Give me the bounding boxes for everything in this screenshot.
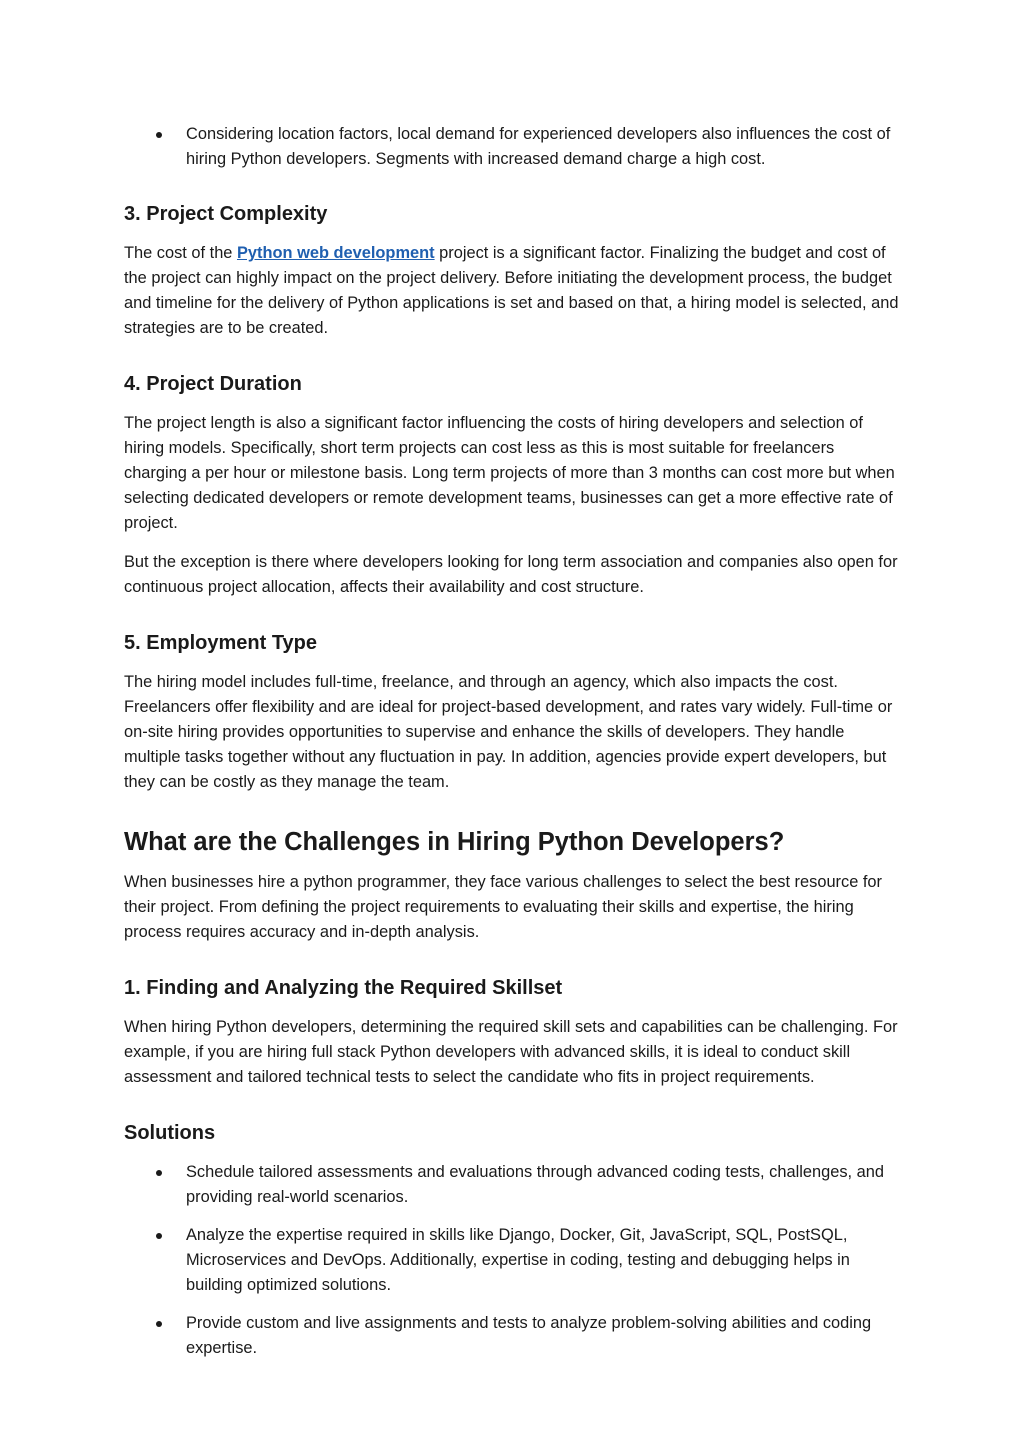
- solutions-list: [124, 1160, 899, 1361]
- paragraph-text: The cost of the: [124, 244, 237, 262]
- list-item: Provide custom and live assignments and tests to analyze problem-solving abilities and coding expertise.: [124, 1311, 899, 1361]
- paragraph-employment-type: The hiring model includes full-time, freelance, and through an agency, which also impacts the cost. Freelancers offer flexibility and are ideal for project-based development, and rates vary widely. Full-time or on-site hiring provides opportunities to supervise and enhance the skills of developers. They handle multiple tasks together without any fluctuation in pay. In addition, agencies provide expert developers, but they can be costly as they manage the team.: [124, 673, 893, 791]
- heading-required-skillset: 1. Finding and Analyzing the Required Skillset: [124, 977, 563, 999]
- paragraph-required-skillset: When hiring Python developers, determining the required skill sets and capabilities can be challenging. For example, if you are hiring full stack Python developers with advanced skills, it is ideal to conduct skill assessment and tailored technical tests to select the candidate who fits in project requirements.: [124, 1018, 898, 1086]
- heading-solutions: Solutions: [124, 1122, 216, 1144]
- heading-employment-type: 5. Employment Type: [124, 632, 318, 654]
- paragraph-challenges: When businesses hire a python programmer, they face various challenges to select the best resource for their project. From defining the project requirements to evaluating their skills and expertise, the hiring process requires accuracy and in-depth analysis.: [124, 873, 883, 941]
- paragraph-project-duration-1: The project length is also a significant factor influencing the costs of hiring developers and selection of hiring models. Specifically, short term projects can cost less as this is most suitable for freelancers charging a per hour or milestone basis. Long term projects of more than 3 months can cost more but when selecting dedicated developers or remote development teams, businesses can get a more effective rate of project.: [124, 414, 895, 532]
- paragraph-project-complexity: [124, 241, 899, 341]
- paragraph-text: project is a significant factor. Finalizing the budget and cost of the project can highly impact on the project delivery. Before initiating the development process, the budget and timeline for the delivery of Python applications is set and based on that, a hiring model is selected, and strategies are to be created.: [124, 244, 899, 337]
- list-item: Schedule tailored assessments and evaluations through advanced coding tests, challenges, and providing real-world scenarios.: [124, 1160, 899, 1210]
- paragraph-project-duration-2: But the exception is there where developers looking for long term association and companies also open for continuous project allocation, affects their availability and cost structure.: [124, 553, 898, 596]
- heading-project-duration: 4. Project Duration: [124, 373, 302, 395]
- document-page: [124, 122, 899, 1374]
- list-item: Considering location factors, local demand for experienced developers also influences the cost of hiring Python developers. Segments with increased demand charge a high cost.: [124, 122, 899, 172]
- top-bullet-list: [124, 122, 899, 172]
- heading-project-complexity: 3. Project Complexity: [124, 203, 328, 225]
- list-item: Analyze the expertise required in skills like Django, Docker, Git, JavaScript, SQL, PostSQL, Microservices and DevOps. Additionally, expertise in coding, testing and debugging helps in building optimized solutions.: [124, 1223, 899, 1298]
- python-web-development-link[interactable]: Python web development: [236, 244, 435, 262]
- heading-challenges: What are the Challenges in Hiring Python Developers?: [124, 828, 785, 856]
